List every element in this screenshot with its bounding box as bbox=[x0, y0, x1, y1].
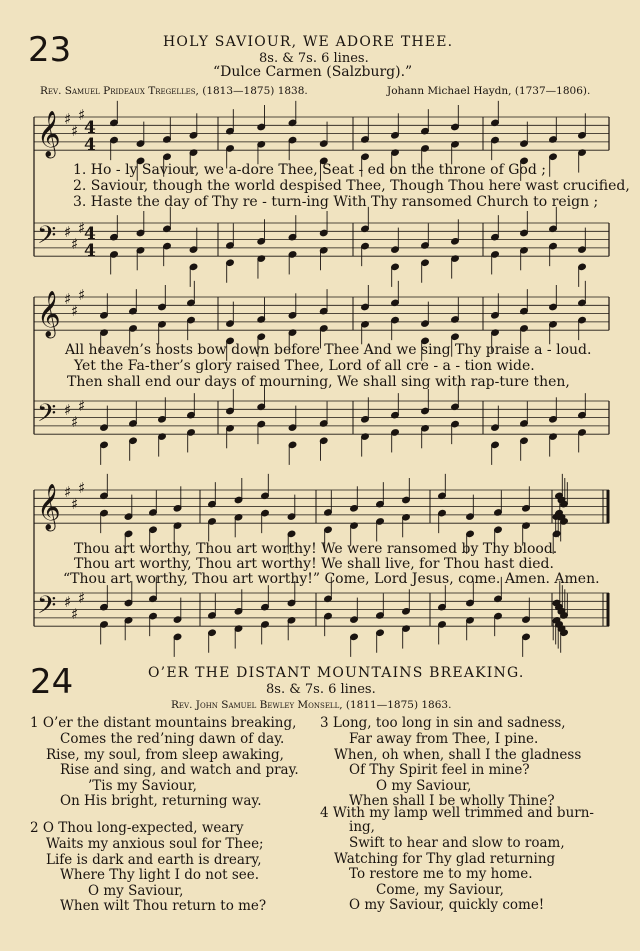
hymn-title-24: O’ER THE DISTANT MOUNTAINS BREAKING. bbox=[148, 665, 525, 681]
svg-text:♯: ♯ bbox=[78, 397, 86, 415]
hymn-title-23: HOLY SAVIOUR, WE ADORE THEE. bbox=[163, 34, 454, 50]
verse-2-line: O my Saviour, bbox=[88, 883, 184, 899]
verse-4-line: Come, my Saviour, bbox=[376, 882, 504, 898]
hymn-number-24: 24 bbox=[30, 662, 74, 702]
lyric-line: All heaven’s hosts bow down before Thee And we sing Thy praise a - loud. bbox=[65, 342, 592, 358]
verse-3-line: Far away from Thee, I pine. bbox=[349, 731, 539, 747]
verse-1-line: Comes the red’ning dawn of day. bbox=[60, 731, 285, 747]
hymn-meter-24: 8s. & 7s. 6 lines. bbox=[266, 682, 376, 697]
hymn-tune-name: “Dulce Carmen (Salzburg).” bbox=[213, 64, 413, 80]
svg-text:♯: ♯ bbox=[78, 219, 86, 237]
verse-4-line: ing, bbox=[349, 819, 375, 835]
verse-4-line: Watching for Thy glad returning bbox=[334, 851, 556, 867]
svg-text:4: 4 bbox=[84, 241, 96, 261]
svg-text:♯: ♯ bbox=[71, 235, 79, 253]
verse-3-line: O my Saviour, bbox=[376, 778, 472, 794]
svg-text:♯: ♯ bbox=[64, 110, 72, 128]
svg-text:𝄞: 𝄞 bbox=[37, 291, 61, 337]
svg-text:♯: ♯ bbox=[71, 413, 79, 431]
lyric-line: Thou art worthy, Thou art worthy! We were ransomed by Thy blood. bbox=[74, 541, 558, 557]
svg-text:♯: ♯ bbox=[78, 106, 86, 124]
verse-2-line: Where Thy light I do not see. bbox=[60, 867, 260, 883]
lyric-line: Then shall end our days of mourning, We shall sing with rap-ture then, bbox=[67, 374, 570, 390]
lyric-line: 1. Ho - ly Saviour, we a-dore Thee, Seat - ed on the throne of God ; bbox=[73, 162, 546, 178]
verse-1-line: ’Tis my Saviour, bbox=[88, 778, 197, 794]
svg-text:𝄢: 𝄢 bbox=[37, 399, 57, 434]
hymn-composer-23: Johann Michael Haydn, (1737—1806). bbox=[387, 85, 591, 97]
verse-4-line: To restore me to my home. bbox=[349, 866, 533, 882]
svg-text:♯: ♯ bbox=[78, 589, 86, 607]
lyric-line: Thou art worthy, Thou art worthy! We shall live, for Thou hast died. bbox=[74, 556, 554, 572]
verse-2-line: Waits my anxious soul for Thee; bbox=[46, 836, 264, 852]
svg-text:♯: ♯ bbox=[64, 483, 72, 501]
svg-text:♯: ♯ bbox=[78, 286, 86, 304]
verse-3-line: When shall I be wholly Thine? bbox=[349, 793, 555, 809]
verse-1-line: Rise and sing, and watch and pray. bbox=[60, 762, 299, 778]
svg-text:4: 4 bbox=[84, 118, 96, 138]
verse-4-line: Swift to hear and slow to roam, bbox=[349, 835, 565, 851]
verse-3-line: 3 Long, too long in sin and sadness, bbox=[320, 715, 566, 731]
svg-text:♯: ♯ bbox=[64, 223, 72, 241]
svg-text:♯: ♯ bbox=[71, 122, 79, 140]
verse-4-line: 4 With my lamp well trimmed and burn- bbox=[320, 805, 594, 821]
svg-text:4: 4 bbox=[84, 135, 96, 155]
svg-text:♯: ♯ bbox=[64, 290, 72, 308]
lyric-line: 2. Saviour, though the world despised Thee, Though Thou here wast crucified, bbox=[73, 178, 630, 194]
hymn-number-23: 23 bbox=[28, 30, 72, 70]
verse-1-line: Rise, my soul, from sleep awaking, bbox=[46, 747, 284, 763]
lyric-line: 3. Haste the day of Thy re - turn-ing With Thy ransomed Church to reign ; bbox=[73, 194, 599, 210]
verse-1-line: On His bright, returning way. bbox=[60, 793, 262, 809]
verse-2-line: 2 O Thou long-expected, weary bbox=[30, 820, 244, 836]
svg-text:4: 4 bbox=[84, 224, 96, 244]
verse-3-line: Of Thy Spirit feel in mine? bbox=[349, 762, 530, 778]
verse-2-line: Life is dark and earth is dreary, bbox=[46, 852, 262, 868]
verse-3-line: When, oh when, shall I the gladness bbox=[334, 747, 582, 763]
svg-text:♯: ♯ bbox=[64, 401, 72, 419]
verse-2-line: When wilt Thou return to me? bbox=[60, 898, 267, 914]
verse-1-line: 1 O’er the distant mountains breaking, bbox=[30, 715, 297, 731]
svg-text:𝄢: 𝄢 bbox=[37, 221, 57, 256]
svg-text:𝄢: 𝄢 bbox=[37, 591, 57, 626]
hymn-meter-23: 8s. & 7s. 6 lines. bbox=[259, 51, 369, 66]
svg-text:𝄞: 𝄞 bbox=[37, 484, 61, 530]
lyric-line: “Thou art worthy, Thou art worthy!” Come, Lord Jesus, come. Amen. Amen. bbox=[63, 571, 600, 587]
hymn-author-23: Rev. Samuel Prideaux Tregelles, (1813—1875) 1838. bbox=[40, 85, 308, 97]
hymn-author-24: Rev. John Samuel Bewley Monsell, (1811—1875) 1863. bbox=[171, 699, 452, 711]
svg-text:𝄞: 𝄞 bbox=[37, 111, 61, 157]
svg-text:♯: ♯ bbox=[71, 495, 79, 513]
svg-text:♯: ♯ bbox=[78, 479, 86, 497]
svg-text:♯: ♯ bbox=[64, 593, 72, 611]
lyric-line: Yet the Fa-ther’s glory raised Thee, Lord of all cre - a - tion wide. bbox=[74, 358, 535, 374]
svg-text:♯: ♯ bbox=[71, 302, 79, 320]
svg-text:♯: ♯ bbox=[71, 605, 79, 623]
verse-4-line: O my Saviour, quickly come! bbox=[349, 897, 545, 913]
